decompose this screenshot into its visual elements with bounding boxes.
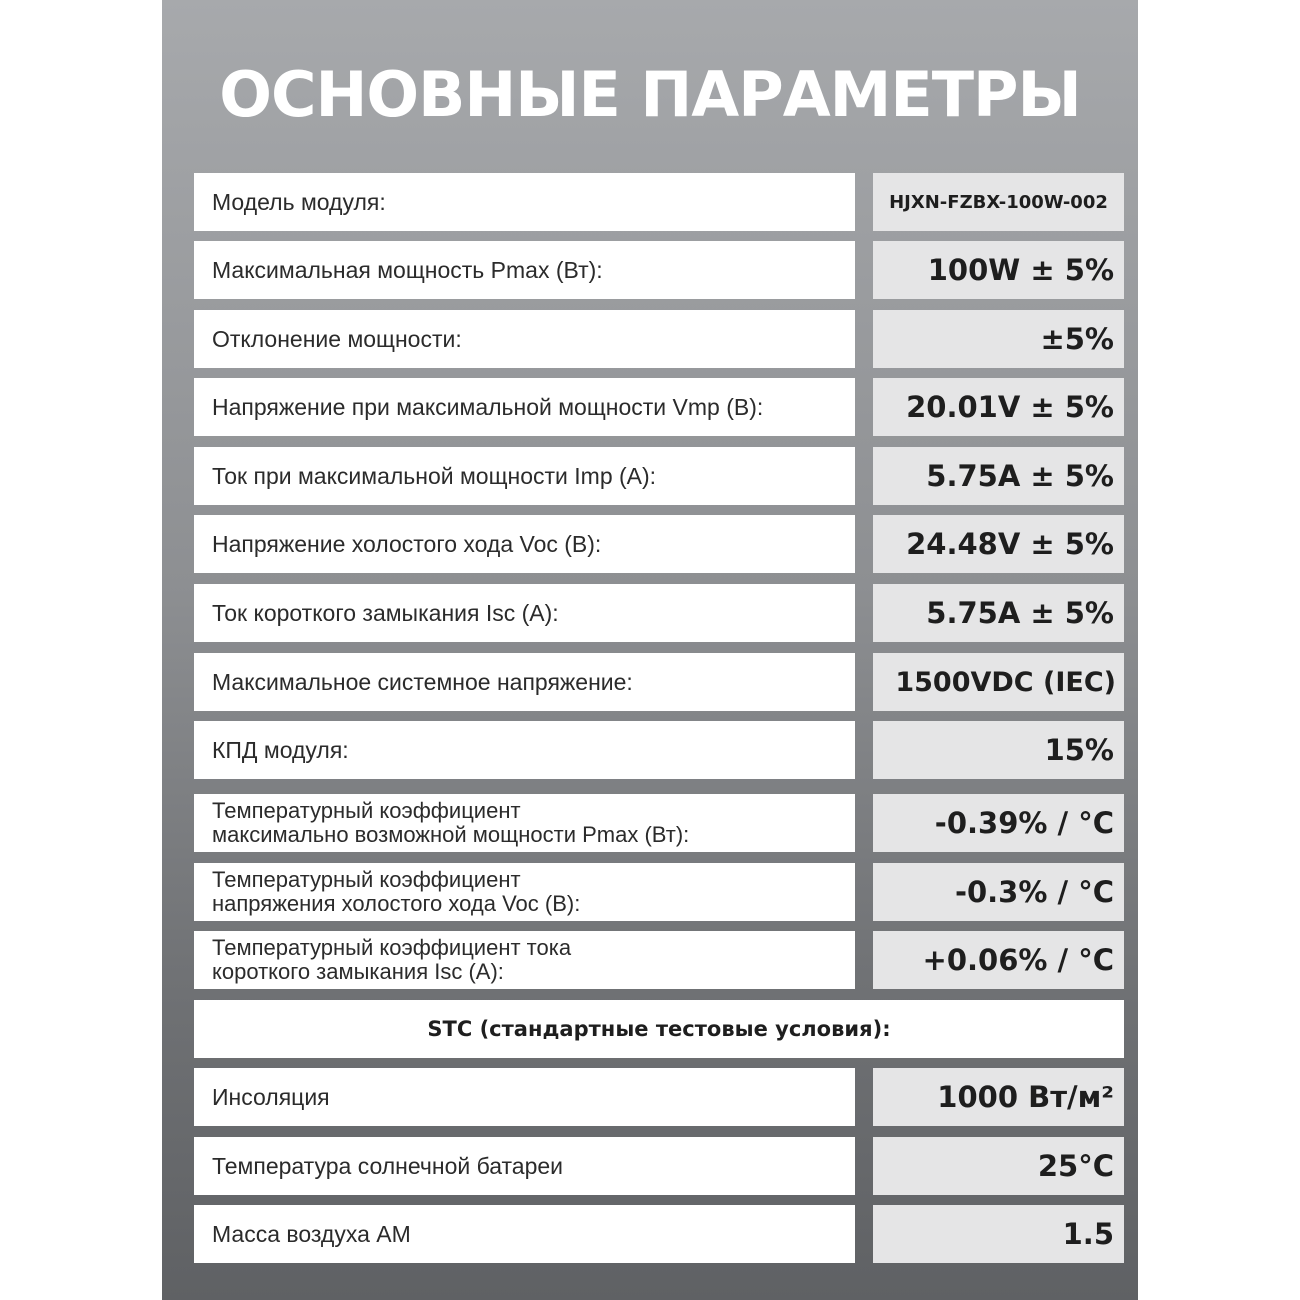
row-label: Напряжение холостого хода Voc (В): <box>194 515 855 573</box>
row-label: Масса воздуха AM <box>194 1205 855 1263</box>
row-value: 24.48V ± 5% <box>873 515 1124 573</box>
row-value: 100W ± 5% <box>873 241 1124 299</box>
table-row <box>194 1205 1124 1263</box>
row-value: -0.3% / °C <box>873 863 1124 921</box>
row-label: Температурный коэффициент напряжения холостого хода Voc (В): <box>194 863 855 921</box>
spec-sheet <box>162 0 1138 1300</box>
row-value: 25°C <box>873 1137 1124 1195</box>
table-row <box>194 1137 1124 1195</box>
row-label: Температурный коэффициент максимально возможной мощности Pmax (Вт): <box>194 794 855 852</box>
table-row <box>194 863 1124 921</box>
row-label: Напряжение при максимальной мощности Vmp (В): <box>194 378 855 436</box>
row-value: HJXN-FZBX-100W-002 <box>873 173 1124 231</box>
row-value: 1.5 <box>873 1205 1124 1263</box>
table-row <box>194 241 1124 299</box>
row-value: 5.75A ± 5% <box>873 447 1124 505</box>
table-row <box>194 794 1124 852</box>
row-value: 1500VDC (IEC) <box>873 653 1124 711</box>
table-row <box>194 653 1124 711</box>
table-row <box>194 931 1124 989</box>
table-row <box>194 515 1124 573</box>
stc-section-header: STC (стандартные тестовые условия): <box>194 1000 1124 1058</box>
table-row <box>194 584 1124 642</box>
table-row <box>194 310 1124 368</box>
table-row <box>194 378 1124 436</box>
table-row <box>194 447 1124 505</box>
row-label: Ток при максимальной мощности Imp (А): <box>194 447 855 505</box>
row-label: Инсоляция <box>194 1068 855 1126</box>
row-label: Максимальное системное напряжение: <box>194 653 855 711</box>
row-value: 15% <box>873 721 1124 779</box>
row-label: Ток короткого замыкания Isc (А): <box>194 584 855 642</box>
row-value: 5.75A ± 5% <box>873 584 1124 642</box>
page-title: ОСНОВНЫЕ ПАРАМЕТРЫ <box>219 58 1081 131</box>
row-value: 20.01V ± 5% <box>873 378 1124 436</box>
row-label: Отклонение мощности: <box>194 310 855 368</box>
row-label: Максимальная мощность Pmax (Вт): <box>194 241 855 299</box>
table-row <box>194 1068 1124 1126</box>
row-label: Температура солнечной батареи <box>194 1137 855 1195</box>
row-label: Температурный коэффициент тока короткого замыкания Isc (А): <box>194 931 855 989</box>
row-value: +0.06% / °C <box>873 931 1124 989</box>
row-value: -0.39% / °C <box>873 794 1124 852</box>
row-label: Модель модуля: <box>194 173 855 231</box>
table-row <box>194 173 1124 231</box>
row-value: ±5% <box>873 310 1124 368</box>
table-row <box>194 721 1124 779</box>
row-value: 1000 Вт/м² <box>873 1068 1124 1126</box>
row-label: КПД модуля: <box>194 721 855 779</box>
